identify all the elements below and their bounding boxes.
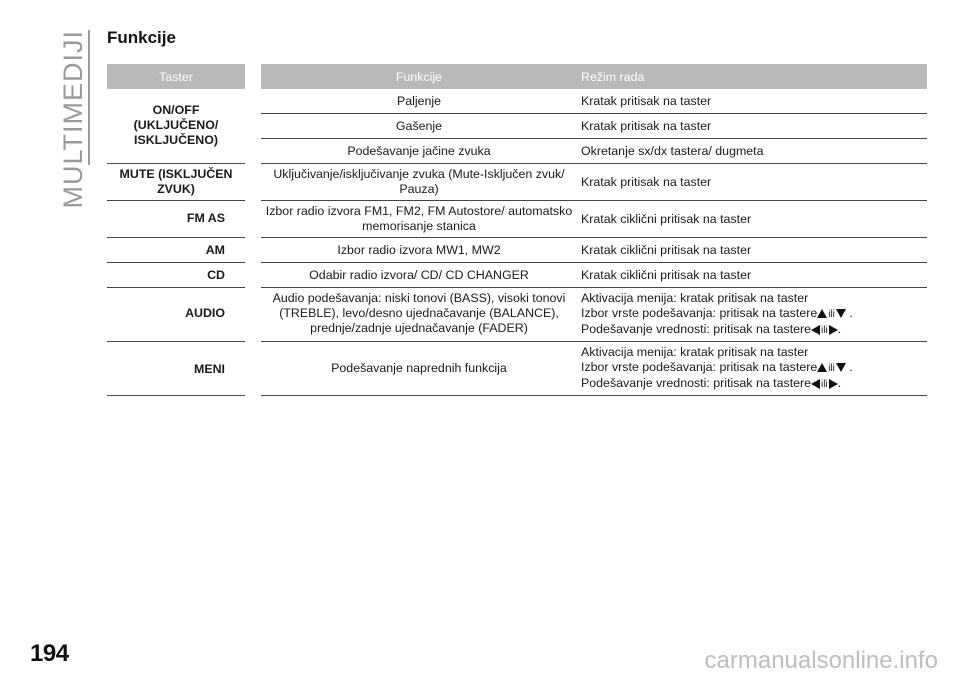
function-cell: Podešavanje jačine zvuka	[261, 139, 577, 164]
function-cell: Uključivanje/isključivanje zvuka (Mute-Isključen zvuk/ Pauza)	[261, 164, 577, 201]
arrow-up-icon	[817, 309, 827, 318]
function-cell: Izbor radio izvora MW1, MW2	[261, 238, 577, 263]
mode-line-text: Izbor vrste podešavanja: pritisak na tastere	[581, 306, 818, 320]
mode-line	[581, 360, 923, 376]
arrow-down-icon	[836, 363, 846, 372]
page-number: 194	[30, 640, 69, 667]
period: .	[849, 306, 853, 320]
or-label: ili	[828, 363, 835, 374]
mode-cell: Kratak pritisak na taster	[577, 89, 927, 114]
table-row	[107, 238, 927, 263]
function-cell: Podešavanje naprednih funkcija	[261, 342, 577, 396]
function-cell: Izbor radio izvora FM1, FM2, FM Autostore/ automatsko memorisanje stanica	[261, 201, 577, 238]
gap-cell	[245, 164, 261, 201]
function-cell: Audio podešavanja: niski tonovi (BASS), visoki tonovi (TREBLE), levo/desno ujednačavanje (BALANCE), prednje/zadnje ujednačavanje (FADER)	[261, 288, 577, 342]
gap-cell	[245, 288, 261, 342]
mode-cell: Kratak ciklični pritisak na taster	[577, 201, 927, 238]
or-label: ili	[828, 309, 835, 320]
key-on-off: ON/OFF (UKLJUČENO/ ISKLJUČENO)	[107, 89, 245, 164]
mode-line: Aktivacija menija: kratak pritisak na taster	[581, 345, 809, 359]
header-funkcije: Funkcije	[261, 64, 577, 89]
mode-cell: Kratak pritisak na taster	[577, 164, 927, 201]
key-fm-as: FM AS	[107, 201, 245, 238]
mode-line-text: Podešavanje vrednosti: pritisak na tastere	[581, 322, 812, 336]
arrow-left-icon	[811, 379, 820, 389]
section-divider	[88, 30, 90, 165]
section-title-vertical: MULTIMEDIJI	[58, 30, 88, 209]
table-row	[107, 288, 927, 342]
period: .	[837, 322, 842, 336]
key-meni: MENI	[107, 342, 245, 396]
arrow-up-icon	[817, 363, 827, 372]
gap-cell	[245, 89, 261, 164]
watermark: carmanualsonline.info	[704, 647, 938, 674]
mode-line-text: Izbor vrste podešavanja: pritisak na tastere	[581, 360, 818, 374]
arrow-down-icon	[836, 309, 846, 318]
mode-line-text: Podešavanje vrednosti: pritisak na tastere	[581, 376, 812, 390]
table-header-row	[107, 64, 927, 89]
header-gap	[245, 64, 261, 89]
functions-table	[107, 64, 927, 396]
arrow-right-icon	[829, 325, 838, 335]
mode-line	[581, 306, 923, 322]
header-rezim-rada: Režim rada	[577, 64, 927, 89]
function-cell: Odabir radio izvora/ CD/ CD CHANGER	[261, 263, 577, 288]
or-label: ili	[821, 379, 828, 390]
mode-cell: Kratak pritisak na taster	[577, 114, 927, 139]
function-cell: Gašenje	[261, 114, 577, 139]
arrow-right-icon	[829, 379, 838, 389]
key-mute: MUTE (ISKLJUČEN ZVUK)	[107, 164, 245, 201]
table-row	[107, 201, 927, 238]
table-row	[107, 342, 927, 396]
mode-line	[581, 376, 923, 392]
mode-cell: Okretanje sx/dx tastera/ dugmeta	[577, 139, 927, 164]
gap-cell	[245, 263, 261, 288]
key-cd: CD	[107, 263, 245, 288]
function-cell: Paljenje	[261, 89, 577, 114]
page-heading: Funkcije	[107, 28, 176, 47]
arrow-left-icon	[811, 325, 820, 335]
mode-line	[581, 322, 923, 338]
mode-cell: Kratak ciklični pritisak na taster	[577, 238, 927, 263]
mode-cell	[577, 288, 927, 342]
mode-line: Aktivacija menija: kratak pritisak na taster	[581, 291, 809, 305]
mode-cell: Kratak ciklični pritisak na taster	[577, 263, 927, 288]
table-row	[107, 164, 927, 201]
key-am: AM	[107, 238, 245, 263]
table-row	[107, 263, 927, 288]
period: .	[849, 360, 853, 374]
gap-cell	[245, 238, 261, 263]
period: .	[837, 376, 842, 390]
table-row	[107, 89, 927, 114]
or-label: ili	[821, 325, 828, 336]
key-audio: AUDIO	[107, 288, 245, 342]
gap-cell	[245, 201, 261, 238]
gap-cell	[245, 342, 261, 396]
mode-cell	[577, 342, 927, 396]
header-taster: Taster	[107, 64, 245, 89]
